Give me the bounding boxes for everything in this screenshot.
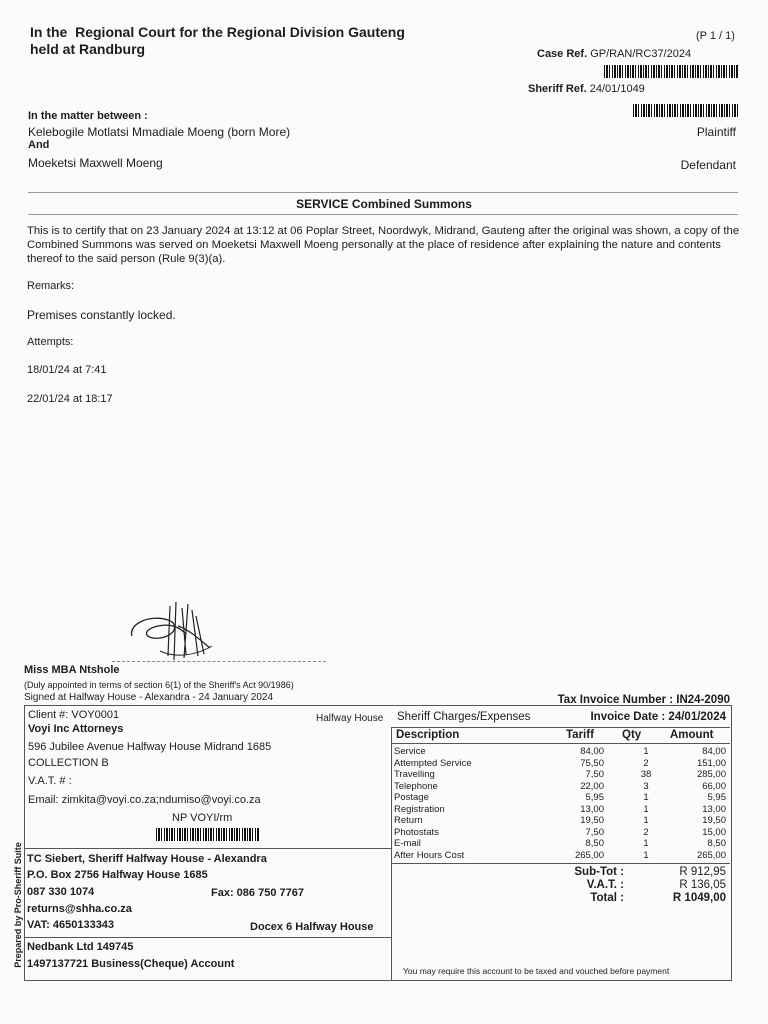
signature-image	[120, 596, 230, 668]
item-qty: 1	[643, 838, 649, 849]
signatory-name: Miss MBA Ntshole	[24, 664, 120, 676]
item-qty: 1	[643, 849, 649, 861]
subtotal-label: Sub-Tot :	[574, 866, 624, 878]
item-qty: 1	[643, 803, 649, 815]
subtotal-value: R 912,95	[679, 866, 726, 878]
client-np-ref: NP VOYI/rm	[172, 812, 233, 824]
plaintiff-label: Plaintiff	[696, 125, 736, 139]
sheriff-ref-label: Sheriff Ref.	[528, 83, 587, 95]
client-firm: Voyi Inc Attorneys	[28, 723, 124, 735]
item-tariff: 7,50	[585, 826, 604, 838]
total-value: R 1049,00	[672, 892, 726, 904]
total-label: Total :	[590, 892, 624, 904]
invoice-row	[394, 781, 728, 793]
item-tariff: 7,50	[585, 769, 604, 780]
col-qty: Qty	[622, 729, 642, 741]
and-label: And	[28, 139, 50, 151]
item-tariff: 8,50	[585, 838, 604, 849]
defendant-name: Moeketsi Maxwell Moeng	[28, 156, 163, 170]
client-barcode	[156, 828, 260, 841]
court-title	[30, 24, 405, 58]
sheriff-phone: 087 330 1074	[27, 886, 95, 898]
item-description: After Hours Cost	[394, 849, 465, 861]
sheriff-ref-value: 24/01/1049	[589, 83, 645, 95]
sheriff-ref	[528, 83, 645, 95]
matter-label: In the matter between :	[28, 110, 148, 122]
item-qty: 38	[640, 769, 652, 780]
frame-divider-vertical	[391, 727, 392, 980]
remarks-text: Premises constantly locked.	[27, 308, 176, 322]
item-tariff: 5,95	[585, 792, 604, 803]
client-email: Email: zimkita@voyi.co.za;ndumiso@voyi.co.za	[28, 794, 261, 806]
item-tariff: 84,00	[580, 746, 604, 757]
sheriff-account: 1497137721 Business(Cheque) Account	[27, 958, 235, 970]
invoice-date: Invoice Date : 24/01/2024	[590, 711, 726, 723]
prepared-by-label: Prepared by Pro-Sheriff Suite	[13, 842, 23, 968]
charges-header-divider	[392, 727, 730, 728]
item-amount: 151,00	[696, 757, 726, 769]
item-amount: 66,00	[702, 780, 726, 792]
item-tariff: 75,50	[580, 757, 604, 769]
item-tariff: 265,00	[574, 849, 604, 861]
attempt-2: 22/01/24 at 18:17	[27, 393, 113, 405]
item-qty: 2	[643, 826, 649, 838]
vat-value: R 136,05	[679, 879, 726, 891]
invoice-row	[394, 769, 728, 781]
client-sheriff-divider	[24, 848, 392, 849]
remarks-label: Remarks:	[27, 280, 75, 292]
col-tariff: Tariff	[566, 729, 594, 741]
item-description: Photostats	[394, 826, 439, 838]
client-collection: COLLECTION B	[28, 757, 109, 769]
invoice-row	[394, 792, 728, 804]
divider-bottom	[28, 214, 738, 215]
court-line-1: In the Regional Court for the Regional Division Gauteng	[30, 24, 405, 40]
item-description: Travelling	[394, 769, 435, 780]
invoice-row	[394, 746, 728, 758]
client-address: 596 Jubilee Avenue Halfway House Midrand 1685	[28, 741, 272, 753]
item-qty: 3	[643, 780, 649, 792]
signatory-appointment: (Duly appointed in terms of section 6(1) of the Sheriff's Act 90/1986)	[24, 680, 294, 690]
sheriff-docex: Docex 6 Halfway House	[250, 921, 374, 933]
case-ref-barcode	[604, 65, 738, 78]
invoice-row	[394, 850, 728, 862]
signed-at: Signed at Halfway House - Alexandra - 24 January 2024	[24, 692, 274, 703]
taxation-note: You may require this account to be taxed and vouched before payment	[403, 966, 670, 976]
signature-line	[112, 661, 326, 662]
item-qty: 2	[643, 757, 649, 769]
item-amount: 13,00	[702, 803, 726, 815]
office-tag: Halfway House	[316, 713, 384, 724]
court-line-2: held at Randburg	[30, 41, 146, 57]
bank-divider	[24, 937, 392, 938]
case-ref	[537, 48, 691, 60]
client-vat: V.A.T. # :	[28, 775, 72, 787]
sheriff-fax: Fax: 086 750 7767	[211, 887, 304, 899]
item-description: Return	[394, 815, 423, 826]
item-amount: 265,00	[696, 849, 726, 861]
tax-invoice-number: Tax Invoice Number : IN24-2090	[557, 694, 730, 706]
invoice-row	[394, 804, 728, 816]
page-number: (P 1 / 1)	[696, 30, 735, 42]
invoice-row	[394, 815, 728, 827]
item-description: Attempted Service	[394, 757, 472, 769]
divider-top	[28, 192, 738, 193]
invoice-row	[394, 838, 728, 850]
item-tariff: 22,00	[580, 780, 604, 792]
sheriff-ref-barcode	[633, 104, 738, 117]
columns-header-divider	[392, 743, 730, 744]
sheriff-po-box: P.O. Box 2756 Halfway House 1685	[27, 869, 208, 881]
service-certificate-text: This is to certify that on 23 January 2024 at 13:12 at 06 Poplar Street, Noordwyk, Midrand, Gauteng after the original was shown, a copy of the Combined Summons was served on Moeketsi Maxwell Moeng personally at the place of residence after explaining the nature and contents thereof to the said person (Rule 9(3)(a).	[27, 225, 740, 265]
item-amount: 8,50	[707, 838, 726, 849]
item-tariff: 13,00	[580, 803, 604, 815]
invoice-row	[394, 827, 728, 839]
sheriff-email: returns@shha.co.za	[27, 903, 132, 915]
plaintiff-name: Kelebogile Motlatsi Mmadiale Moeng (born More)	[28, 125, 291, 139]
item-description: Telephone	[394, 780, 438, 792]
invoice-row	[394, 758, 728, 770]
defendant-label: Defendant	[680, 158, 736, 172]
item-amount: 19,50	[702, 815, 726, 826]
item-description: Registration	[394, 803, 445, 815]
sheriff-bank: Nedbank Ltd 149745	[27, 941, 134, 953]
item-qty: 1	[643, 792, 649, 803]
item-qty: 1	[643, 746, 649, 757]
service-title: SERVICE Combined Summons	[296, 197, 472, 211]
attempts-label: Attempts:	[27, 336, 74, 348]
item-tariff: 19,50	[580, 815, 604, 826]
attempt-1: 18/01/24 at 7:41	[27, 364, 107, 376]
charges-label: Sheriff Charges/Expenses	[397, 711, 531, 723]
item-amount: 84,00	[702, 746, 726, 757]
vat-label: V.A.T. :	[586, 879, 624, 891]
col-description: Description	[396, 729, 460, 741]
sheriff-name: TC Siebert, Sheriff Halfway House - Alexandra	[27, 853, 267, 865]
item-amount: 15,00	[702, 826, 726, 838]
sheriff-vat: VAT: 4650133343	[27, 919, 115, 931]
case-ref-label: Case Ref.	[537, 48, 588, 60]
case-ref-value: GP/RAN/RC37/2024	[590, 48, 692, 60]
item-description: Postage	[394, 792, 429, 803]
client-number: Client #: VOY0001	[28, 709, 120, 721]
col-amount: Amount	[670, 729, 714, 741]
item-amount: 285,00	[696, 769, 726, 780]
item-qty: 1	[643, 815, 649, 826]
totals-divider	[392, 863, 730, 864]
item-description: E-mail	[394, 838, 421, 849]
item-amount: 5,95	[707, 792, 726, 803]
item-description: Service	[394, 746, 426, 757]
